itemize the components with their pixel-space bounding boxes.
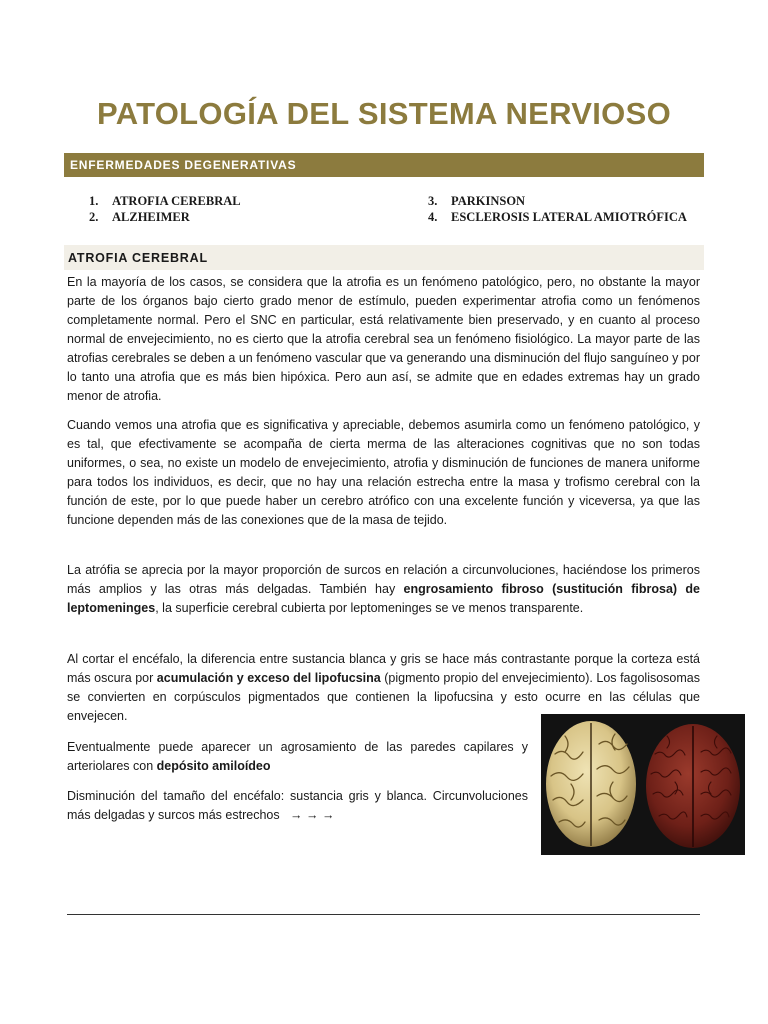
section-header-degenerative-diseases: ENFERMEDADES DEGENERATIVAS <box>64 153 704 177</box>
paragraph-1: En la mayoría de los casos, se considera que la atrofia es un fenómeno patológico, pero, no obstante la mayor parte de los órganos bajo cierto grado menor de estímulo, pueden experimentar atrofia como un fenómenos completamente normal. Pero el SNC en particular, está relativamente bien preservado, y en cuanto al proceso normal de envejecimiento, no es cierto que la atrofia cerebral sea un fenómeno fisiológico. La mayor parte de las atrofias cerebrales se deben a un fenómeno vascular que va generando una disminución del flujo sanguíneo y por lo tanto una atrofia que es más bien hipóxica. Pero aun así, se admite que en edades extremas hay un grado menor de atrofia. <box>67 275 700 403</box>
list-item: 1. ATROFIA CEREBRAL <box>89 194 241 208</box>
normal-brain-right <box>646 724 740 848</box>
paragraph-3: La atrófia se aprecia por la mayor proporción de surcos en relación a circunvoluciones, haciéndose los primeros más amplios y las otras más delgadas. También hay engrosamiento fibroso (sustitución fibrosa) de leptomeninges, la superficie cerebral cubierta por leptomeninges se ve menos transparente. <box>67 563 700 615</box>
list-item: 3. PARKINSON <box>428 194 526 208</box>
list-item: 4. ESCLEROSIS LATERAL AMIOTRÓFICA <box>428 210 687 224</box>
disease-list-right <box>428 193 687 225</box>
paragraph-4: Al cortar el encéfalo, la diferencia entre sustancia blanca y gris se hace más contrastante porque la corteza está más oscura por acumulación y exceso del lipofucsina (pigmento propio del envejecimiento). Los fagolisosomas se convierten en corpúsculos pigmentados que contienen la lipofucsina y esto ocurre en las células que envejecen. <box>67 652 700 723</box>
disease-list-left <box>89 193 241 225</box>
bold-term-lipofuscin: acumulación y exceso del lipofucsina <box>156 671 381 685</box>
list-item: 2. ALZHEIMER <box>89 210 190 224</box>
brain-photo <box>541 714 745 855</box>
footer-divider <box>67 914 700 915</box>
paragraph-5: Eventualmente puede aparecer un agrosamiento de las paredes capilares y arteriolares con depósito amiloídeo <box>67 740 528 773</box>
bold-term-leptomeninges: engrosamiento fibroso (sustitución fibrosa) de leptomeninges <box>67 582 700 615</box>
atrophic-brain-left <box>546 721 636 847</box>
paragraph-6: Disminución del tamaño del encéfalo: sustancia gris y blanca. Circunvoluciones más delgadas y surcos más estrechos → → → <box>67 789 528 822</box>
arrows: → → → <box>290 808 335 822</box>
page-title: PATOLOGÍA DEL SISTEMA NERVIOSO <box>97 96 671 131</box>
brain-comparison-image <box>541 714 745 855</box>
subheading-cerebral-atrophy: ATROFIA CEREBRAL <box>64 245 704 270</box>
bold-term-amyloid: depósito amiloídeo <box>156 759 271 773</box>
paragraph-2: Cuando vemos una atrofia que es significativa y apreciable, debemos asumirla como un fenómeno patológico, y es tal, que efectivamente se acompaña de cierta merma de las alteraciones cognitivas que no son todas uniformes, o sea, no existe un modelo de envejecimiento, atrofia y disminución de funciones de manera uniforme para todos los individuos, es decir, que no hay una relación estrecha entre la masa y trofismo cerebral con la función de este, por lo que puede haber un cerebro atrófico con una excelente función y viceversa, ya que las funcione dependen más de las conexiones que de la masa de tejido. <box>67 418 700 527</box>
